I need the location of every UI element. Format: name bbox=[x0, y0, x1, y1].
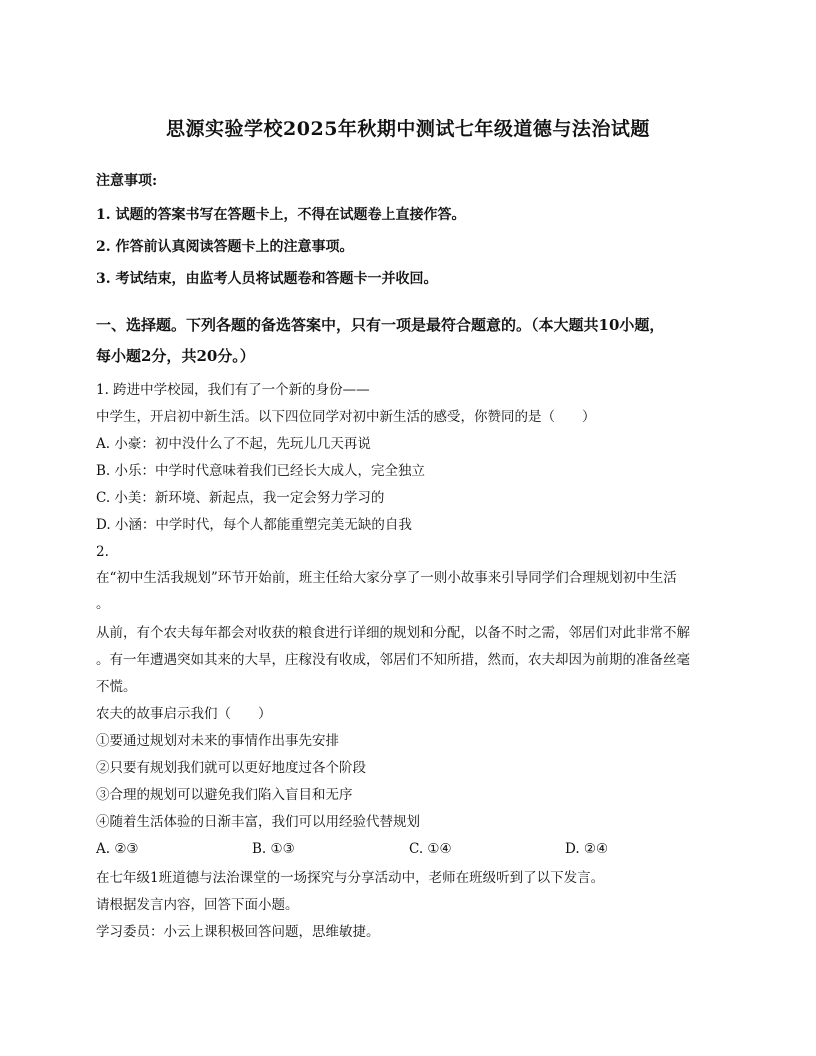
q1-stem-line-1: 1. 跨进中学校园，我们有了一个新的身份—— bbox=[96, 382, 370, 398]
q1-option-d: D. 小涵：中学时代，每个人都能重塑完美无缺的自我 bbox=[96, 517, 412, 533]
q3-intro-line-3: 学习委员：小云上课积极回答问题，思维敏捷。 bbox=[96, 924, 380, 940]
q2-choice-c: C. ①④ bbox=[409, 841, 452, 857]
section-heading-line-2: 每小题2分，共20分。） bbox=[96, 347, 255, 365]
q3-intro-line-1: 在七年级1班道德与法治课堂的一场探究与分享活动中，老师在班级听到了以下发言。 bbox=[96, 870, 605, 886]
q2-choice-b: B. ①③ bbox=[252, 841, 295, 857]
q2-intro-line-2: 。 bbox=[96, 596, 110, 612]
q2-choices-row bbox=[96, 841, 616, 859]
q2-story-line-2: 。有一年遭遇突如其来的大旱，庄稼没有收成，邻居们不知所措，然而，农夫却因为前期的准备丝毫 bbox=[96, 652, 690, 668]
q1-option-c: C. 小美：新环境、新起点，我一定会努力学习的 bbox=[96, 490, 385, 506]
notice-item-3: 3. 考试结束，由监考人员将试题卷和答题卡一并收回。 bbox=[96, 271, 438, 287]
q1-stem-line-2: 中学生，开启初中新生活。以下四位同学对初中新生活的感受，你赞同的是（ ） bbox=[96, 409, 596, 425]
q2-statement-2: ②只要有规划我们就可以更好地度过各个阶段 bbox=[96, 760, 366, 776]
q2-intro-line-1: 在“初中生活我规划”环节开始前，班主任给大家分享了一则小故事来引导同学们合理规划初中生活 bbox=[96, 570, 677, 586]
q2-statement-1: ①要通过规划对未来的事情作出事先安排 bbox=[96, 733, 339, 749]
notice-heading: 注意事项: bbox=[96, 173, 158, 189]
section-heading-line-1: 一、选择题。下列各题的备选答案中，只有一项是最符合题意的。（本大题共10小题， bbox=[96, 316, 665, 334]
q1-option-b: B. 小乐：中学时代意味着我们已经长大成人，完全独立 bbox=[96, 463, 426, 479]
notice-item-1: 1. 试题的答案书写在答题卡上，不得在试题卷上直接作答。 bbox=[96, 207, 466, 223]
q2-choice-a: A. ②③ bbox=[96, 841, 139, 857]
q2-number: 2. bbox=[96, 544, 109, 560]
q2-question: 农夫的故事启示我们（ ） bbox=[96, 706, 272, 722]
q2-statement-3: ③合理的规划可以避免我们陷入盲目和无序 bbox=[96, 787, 353, 803]
exam-title: 思源实验学校2025年秋期中测试七年级道德与法治试题 bbox=[166, 118, 650, 140]
q2-story-line-1: 从前，有个农夫每年都会对收获的粮食进行详细的规划和分配，以备不时之需，邻居们对此非常不解 bbox=[96, 625, 690, 641]
q1-option-a: A. 小豪：初中没什么了不起，先玩儿几天再说 bbox=[96, 436, 371, 452]
q2-story-line-3: 不慌。 bbox=[96, 679, 137, 695]
q2-statement-4: ④随着生活体验的日渐丰富，我们可以用经验代替规划 bbox=[96, 814, 420, 830]
notice-item-2: 2. 作答前认真阅读答题卡上的注意事项。 bbox=[96, 239, 354, 255]
q2-choice-d: D. ②④ bbox=[565, 841, 609, 857]
q3-intro-line-2: 请根据发言内容，回答下面小题。 bbox=[96, 897, 299, 913]
